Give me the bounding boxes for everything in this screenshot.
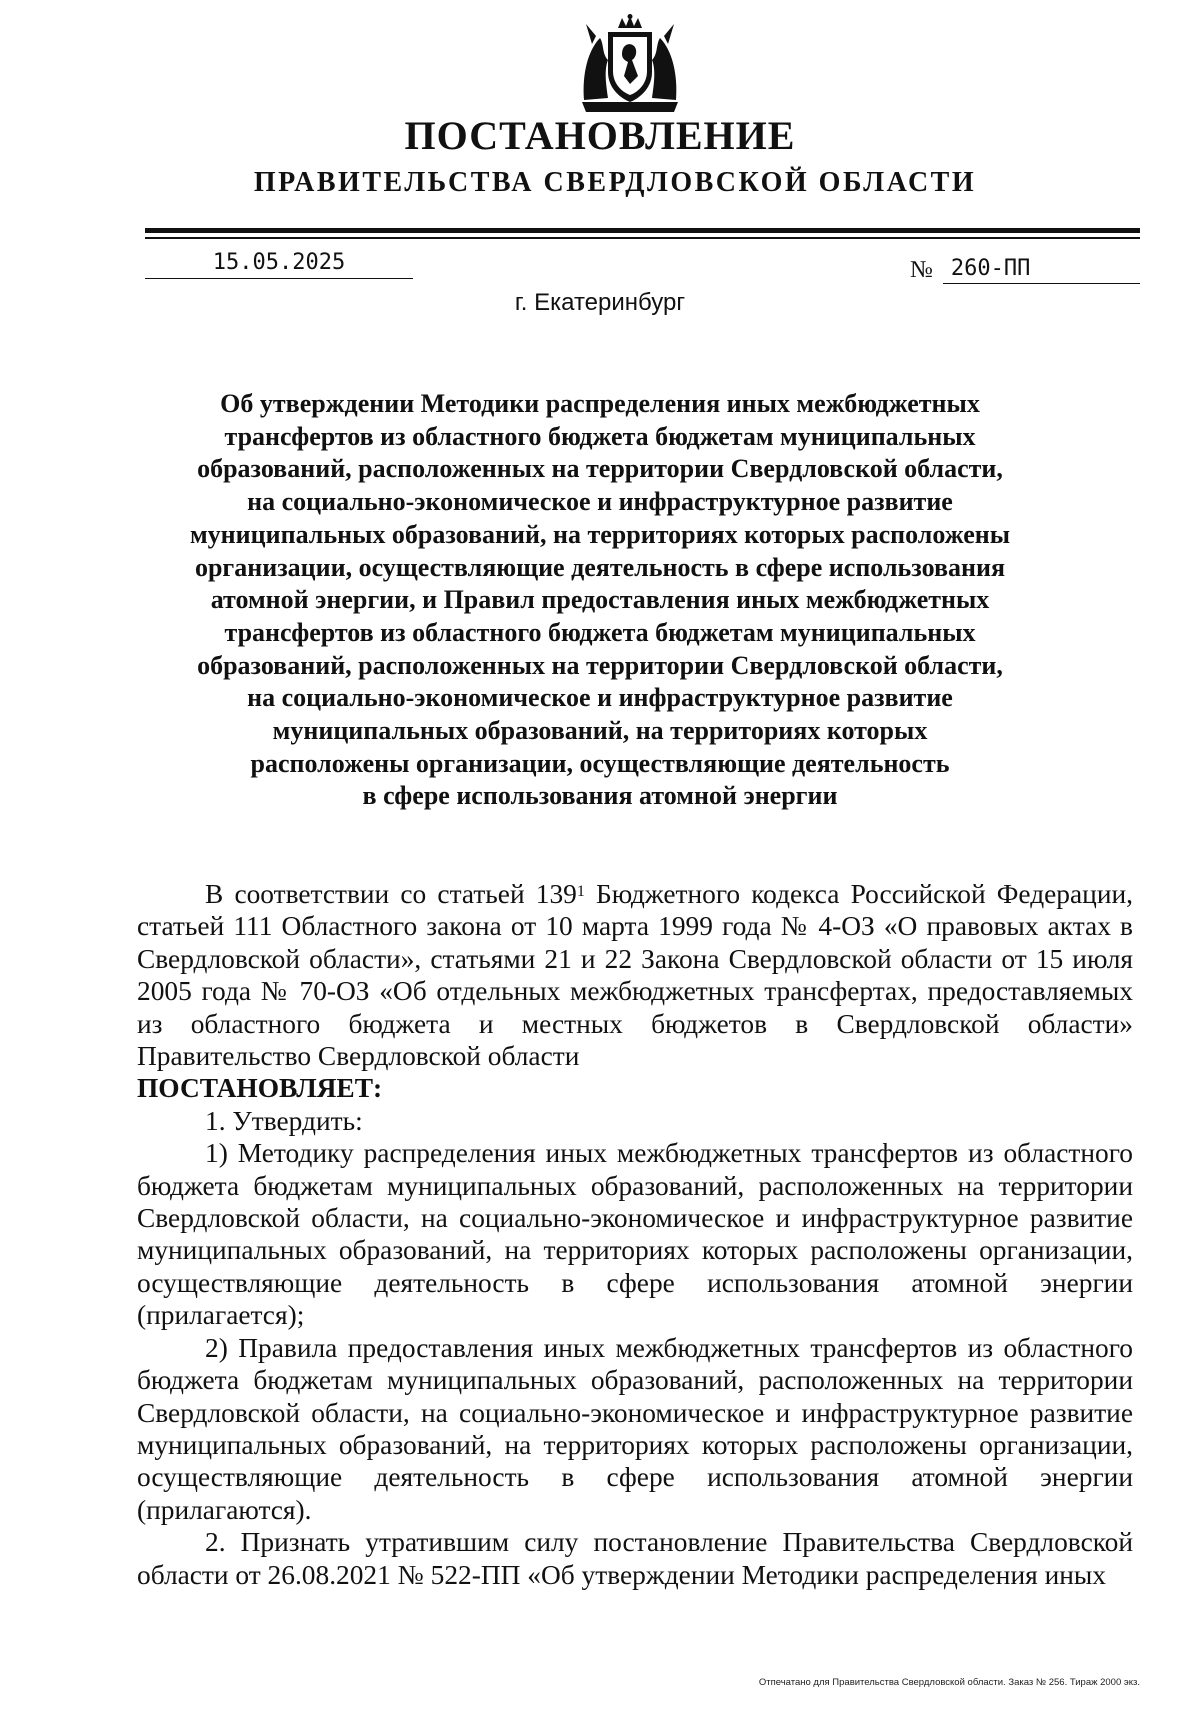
heading-line: атомной энергии, и Правил предоставления иных межбюджетных bbox=[210, 585, 990, 615]
heading-line: трансфертов из областного бюджета бюджетам муниципальных bbox=[224, 421, 976, 451]
clause-2: 2. Признать утратившим силу постановление Правительства Свердловской области от 26.08.2021 № 522-ПП «Об утверждении Методики распределения иных bbox=[137, 1527, 1133, 1590]
heading-line: муниципальных образований, на территориях которых расположены bbox=[189, 519, 1011, 549]
document-date: 15.05.2025 bbox=[145, 250, 413, 279]
heading-line: организации, осуществляющие деятельность в сфере использования bbox=[194, 552, 1006, 582]
document-body bbox=[137, 878, 1133, 1591]
clause-1: 1. Утвердить: bbox=[205, 1105, 363, 1136]
heading-line: на социально-экономическое и инфраструктурное развитие bbox=[247, 487, 953, 517]
clause-1-2: 2) Правила предоставления иных межбюджетных трансфертов из областного бюджета бюджетам муниципальных образований, расположенных на территории Свердловской области, на социально-экономическое и инфраструктурное развитие муниципальных образований, на территориях которых расположены организации, осуществляющие деятельность в сфере использования атомной энергии (прилагаются). bbox=[137, 1332, 1133, 1525]
issue-city: г. Екатеринбург bbox=[514, 289, 686, 316]
resolve-keyword: ПОСТАНОВЛЯЕТ: bbox=[137, 1073, 383, 1104]
issuer-subtitle: ПРАВИТЕЛЬСТВА СВЕРДЛОВСКОЙ ОБЛАСТИ bbox=[253, 167, 977, 198]
preamble-paragraph bbox=[137, 878, 1133, 1072]
document-type-title: ПОСТАНОВЛЕНИЕ bbox=[404, 113, 796, 158]
heading-line: Об утверждении Методики распределения иных межбюджетных bbox=[220, 389, 980, 418]
preamble-start: В соответствии со статьей 139 bbox=[205, 879, 577, 909]
number-sign: № bbox=[910, 257, 933, 283]
heading-line: муниципальных образований, на территориях которых bbox=[272, 716, 928, 746]
heading-line: расположены организации, осуществляющие деятельность bbox=[250, 748, 950, 778]
heading-line: в сфере использования атомной энергии bbox=[362, 781, 838, 811]
heading-line: трансфертов из областного бюджета бюджетам муниципальных bbox=[224, 617, 976, 647]
print-footer: Отпечатано для Правительства Свердловской области. Заказ № 256. Тираж 2000 экз. bbox=[758, 1677, 1140, 1688]
coat-of-arms-emblem bbox=[578, 14, 682, 114]
header-rule-thin bbox=[145, 237, 1140, 239]
header-rule-thick bbox=[145, 228, 1140, 233]
article-superscript: 1 bbox=[576, 883, 585, 900]
heading-line: образований, расположенных на территории Свердловской области, bbox=[197, 454, 1003, 484]
document-number: 260-ПП bbox=[943, 255, 1140, 284]
clause-1-1: 1) Методику распределения иных межбюджетных трансфертов из областного бюджета бюджетам муниципальных образований, расположенных на территории Свердловской области, на социально-экономическое и инфраструктурное развитие муниципальных образований, на территориях которых расположены организации, осуществляющие деятельность в сфере использования атомной энергии (прилагается); bbox=[137, 1138, 1133, 1331]
heading-line: образований, расположенных на территории Свердловской области, bbox=[197, 650, 1003, 680]
preamble-rest: Бюджетного кодекса Российской Федерации, статьей 111 Областного закона от 10 марта 1999 года № 4-ОЗ «О правовых актах в Свердловской области», статьями 21 и 22 Закона Свердловской области от 15 июля 2005 года № 70-ОЗ «Об отдельных межбюджетных трансфертах, предоставляемых из областного бюджета и местных бюджетов в Свердловской области» Правительство Свердловской области bbox=[137, 879, 1133, 1072]
heading-line: на социально-экономическое и инфраструктурное развитие bbox=[247, 683, 953, 713]
document-heading bbox=[150, 388, 1050, 813]
document-number-field bbox=[910, 255, 1140, 284]
